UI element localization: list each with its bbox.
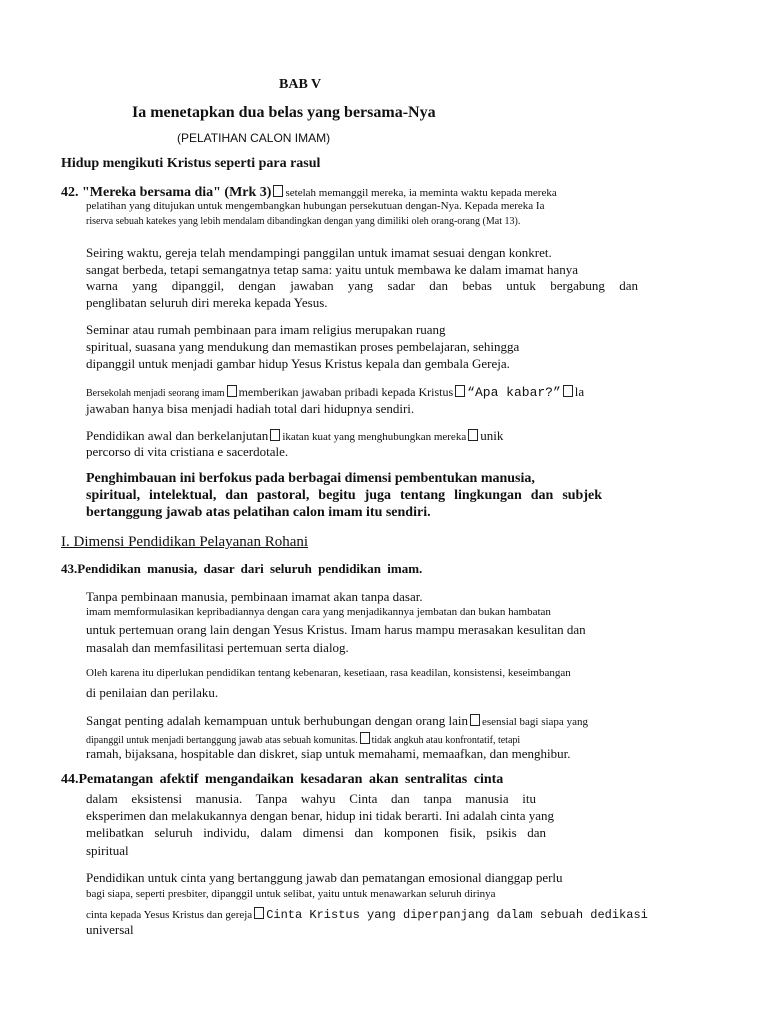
p44-line-7	[86, 906, 648, 922]
para-d-part-c: unik	[480, 428, 504, 443]
p43-line-4: masalah dan memfasilitasi pertemuan serta dialog.	[86, 640, 349, 655]
para-c-line-1	[86, 384, 584, 400]
para-e-line-2: spiritual, intelektual, dan pastoral, begitu juga tentang lingkungan dan subjek	[86, 488, 602, 503]
chapter-label: BAB V	[279, 77, 322, 92]
p44-line-6: bagi siapa, seperti presbiter, dipanggil untuk selibat, yaitu untuk menawarkan seluruh dirinya	[86, 888, 496, 900]
paragraph-42-line-2: pelatihan yang ditujukan untuk mengembangkan hubungan persekutuan dengan-Nya. Kepada mereka Ia	[86, 200, 545, 212]
p44-line-1: dalam eksistensi manusia. Tanpa wahyu Cinta dan tanpa manusia itu	[86, 791, 536, 806]
p44-line-7-a: cinta kepada Yesus Kristus dan gereja	[86, 909, 253, 921]
para-d-part-b: ikatan kuat yang menghubungkan mereka	[282, 431, 467, 443]
para-a-line-3: warna yang dipanggil, dengan jawaban yang sadar dan bebas untuk bergabung dan	[86, 278, 638, 293]
p44-line-5: Pendidikan untuk cinta yang bertanggung jawab dan pematangan emosional dianggap perlu	[86, 870, 563, 885]
p43-line-9: ramah, bijaksana, hospitable dan diskret, siap untuk memahami, memaafkan, dan menghibur.	[86, 746, 571, 761]
p43-line-7-b: esensial bagi siapa yang	[481, 716, 588, 728]
p43-line-7-a: Sangat penting adalah kemampuan untuk berhubungan dengan orang lain	[86, 713, 468, 728]
p43-line-1: Tanpa pembinaan manusia, pembinaan imamat akan tanpa dasar.	[86, 589, 423, 604]
para-c-part-b: memberikan jawaban pribadi kepada Kristus	[238, 385, 454, 399]
paragraph-42-text: setelah memanggil mereka, ia meminta waktu kepada mereka	[285, 187, 557, 199]
p43-line-8-a: dipanggil untuk menjadi bertanggung jawab atas sebuah komunitas.	[86, 735, 358, 746]
p43-line-8-b: tidak angkuh atau konfrontatif, tetapi	[371, 735, 521, 746]
missing-glyph-icon	[470, 714, 480, 726]
missing-glyph-icon	[455, 385, 465, 397]
paragraph-42-lead: 42. "Mereka bersama dia" (Mrk 3)	[61, 185, 272, 200]
para-d-part-a: Pendidikan awal dan berkelanjutan	[86, 428, 269, 443]
section-i-title: I. Dimensi Pendidikan Pelayanan Rohani	[61, 534, 309, 550]
p43-line-7	[86, 713, 588, 729]
para-b-line-1: Seminar atau rumah pembinaan para imam religius merupakan ruang	[86, 322, 446, 337]
p44-line-2: eksperimen dan melakukannya dengan benar, hidup ini tidak berarti. Ini adalah cinta yang	[86, 808, 555, 823]
para-b-line-2: spiritual, suasana yang mendukung dan memastikan proses pembelajaran, sehingga	[86, 339, 520, 354]
p43-line-5: Oleh karena itu diperlukan pendidikan tentang kebenaran, kesetiaan, rasa keadilan, konsistensi, keseimbangan	[86, 667, 571, 679]
p43-line-3: untuk pertemuan orang lain dengan Yesus Kristus. Imam harus mampu merasakan kesulitan dan	[86, 622, 586, 637]
p44-line-4: spiritual	[86, 843, 129, 858]
p44-line-3: melibatkan seluruh individu, dalam dimensi dan komponen fisik, psikis dan	[86, 825, 546, 840]
missing-glyph-icon	[468, 429, 478, 441]
missing-glyph-icon	[227, 385, 237, 397]
paragraph-44-heading: 44.Pematangan afektif mengandaikan kesadaran akan sentralitas cinta	[61, 772, 504, 787]
p44-line-8: universal	[86, 922, 134, 937]
section-heading: Hidup mengikuti Kristus seperti para rasul	[61, 156, 321, 171]
paragraph-42-line-1	[61, 184, 557, 200]
para-c-line-2: jawaban hanya bisa menjadi hadiah total dari hidupnya sendiri.	[86, 401, 415, 416]
chapter-title: Ia menetapkan dua belas yang bersama-Nya	[132, 104, 436, 121]
p44-line-7-b: Cinta Kristus yang diperpanjang dalam sebuah dedikasi	[266, 908, 648, 922]
p43-line-8	[86, 731, 520, 747]
para-a-line-4: penglibatan seluruh diri mereka kepada Yesus.	[86, 295, 328, 310]
p43-line-2: imam memformulasikan kepribadiannya dengan cara yang menjadikannya jembatan dan bukan hambatan	[86, 606, 551, 618]
missing-glyph-icon	[360, 732, 370, 744]
para-d-line-2: percorso di vita cristiana e sacerdotale.	[86, 444, 289, 459]
missing-glyph-icon	[270, 429, 280, 441]
p43-line-6: di penilaian dan perilaku.	[86, 685, 219, 700]
paragraph-43-heading: 43.Pendidikan manusia, dasar dari seluruh pendidikan imam.	[61, 561, 423, 576]
para-a-line-1: Seiring waktu, gereja telah mendampingi panggilan untuk imamat sesuai dengan konkret.	[86, 245, 552, 260]
para-c-part-d: la	[574, 384, 585, 399]
missing-glyph-icon	[273, 185, 283, 197]
para-b-line-3: dipanggil untuk menjadi gambar hidup Yesus Kristus kepala dan gembala Gereja.	[86, 356, 510, 371]
para-c-quote: “Apa kabar?”	[467, 385, 561, 400]
para-a-line-2: sangat berbeda, tetapi semangatnya tetap sama: yaitu untuk membawa ke dalam imamat hanya	[86, 262, 579, 277]
paragraph-42-line-3: riserva sebuah katekes yang lebih mendalam dibandingkan dengan yang dimiliki oleh orang-orang (Mat 13).	[86, 216, 521, 227]
para-d-line-1	[86, 428, 503, 444]
para-e-line-3: bertanggung jawab atas pelatihan calon imam itu sendiri.	[86, 505, 431, 520]
missing-glyph-icon	[563, 385, 573, 397]
missing-glyph-icon	[254, 907, 264, 919]
chapter-subtitle: (PELATIHAN CALON IMAM)	[177, 131, 331, 145]
para-e-line-1: Penghimbauan ini berfokus pada berbagai dimensi pembentukan manusia,	[86, 471, 535, 486]
para-c-part-a: Bersekolah menjadi seorang imam	[86, 388, 225, 399]
